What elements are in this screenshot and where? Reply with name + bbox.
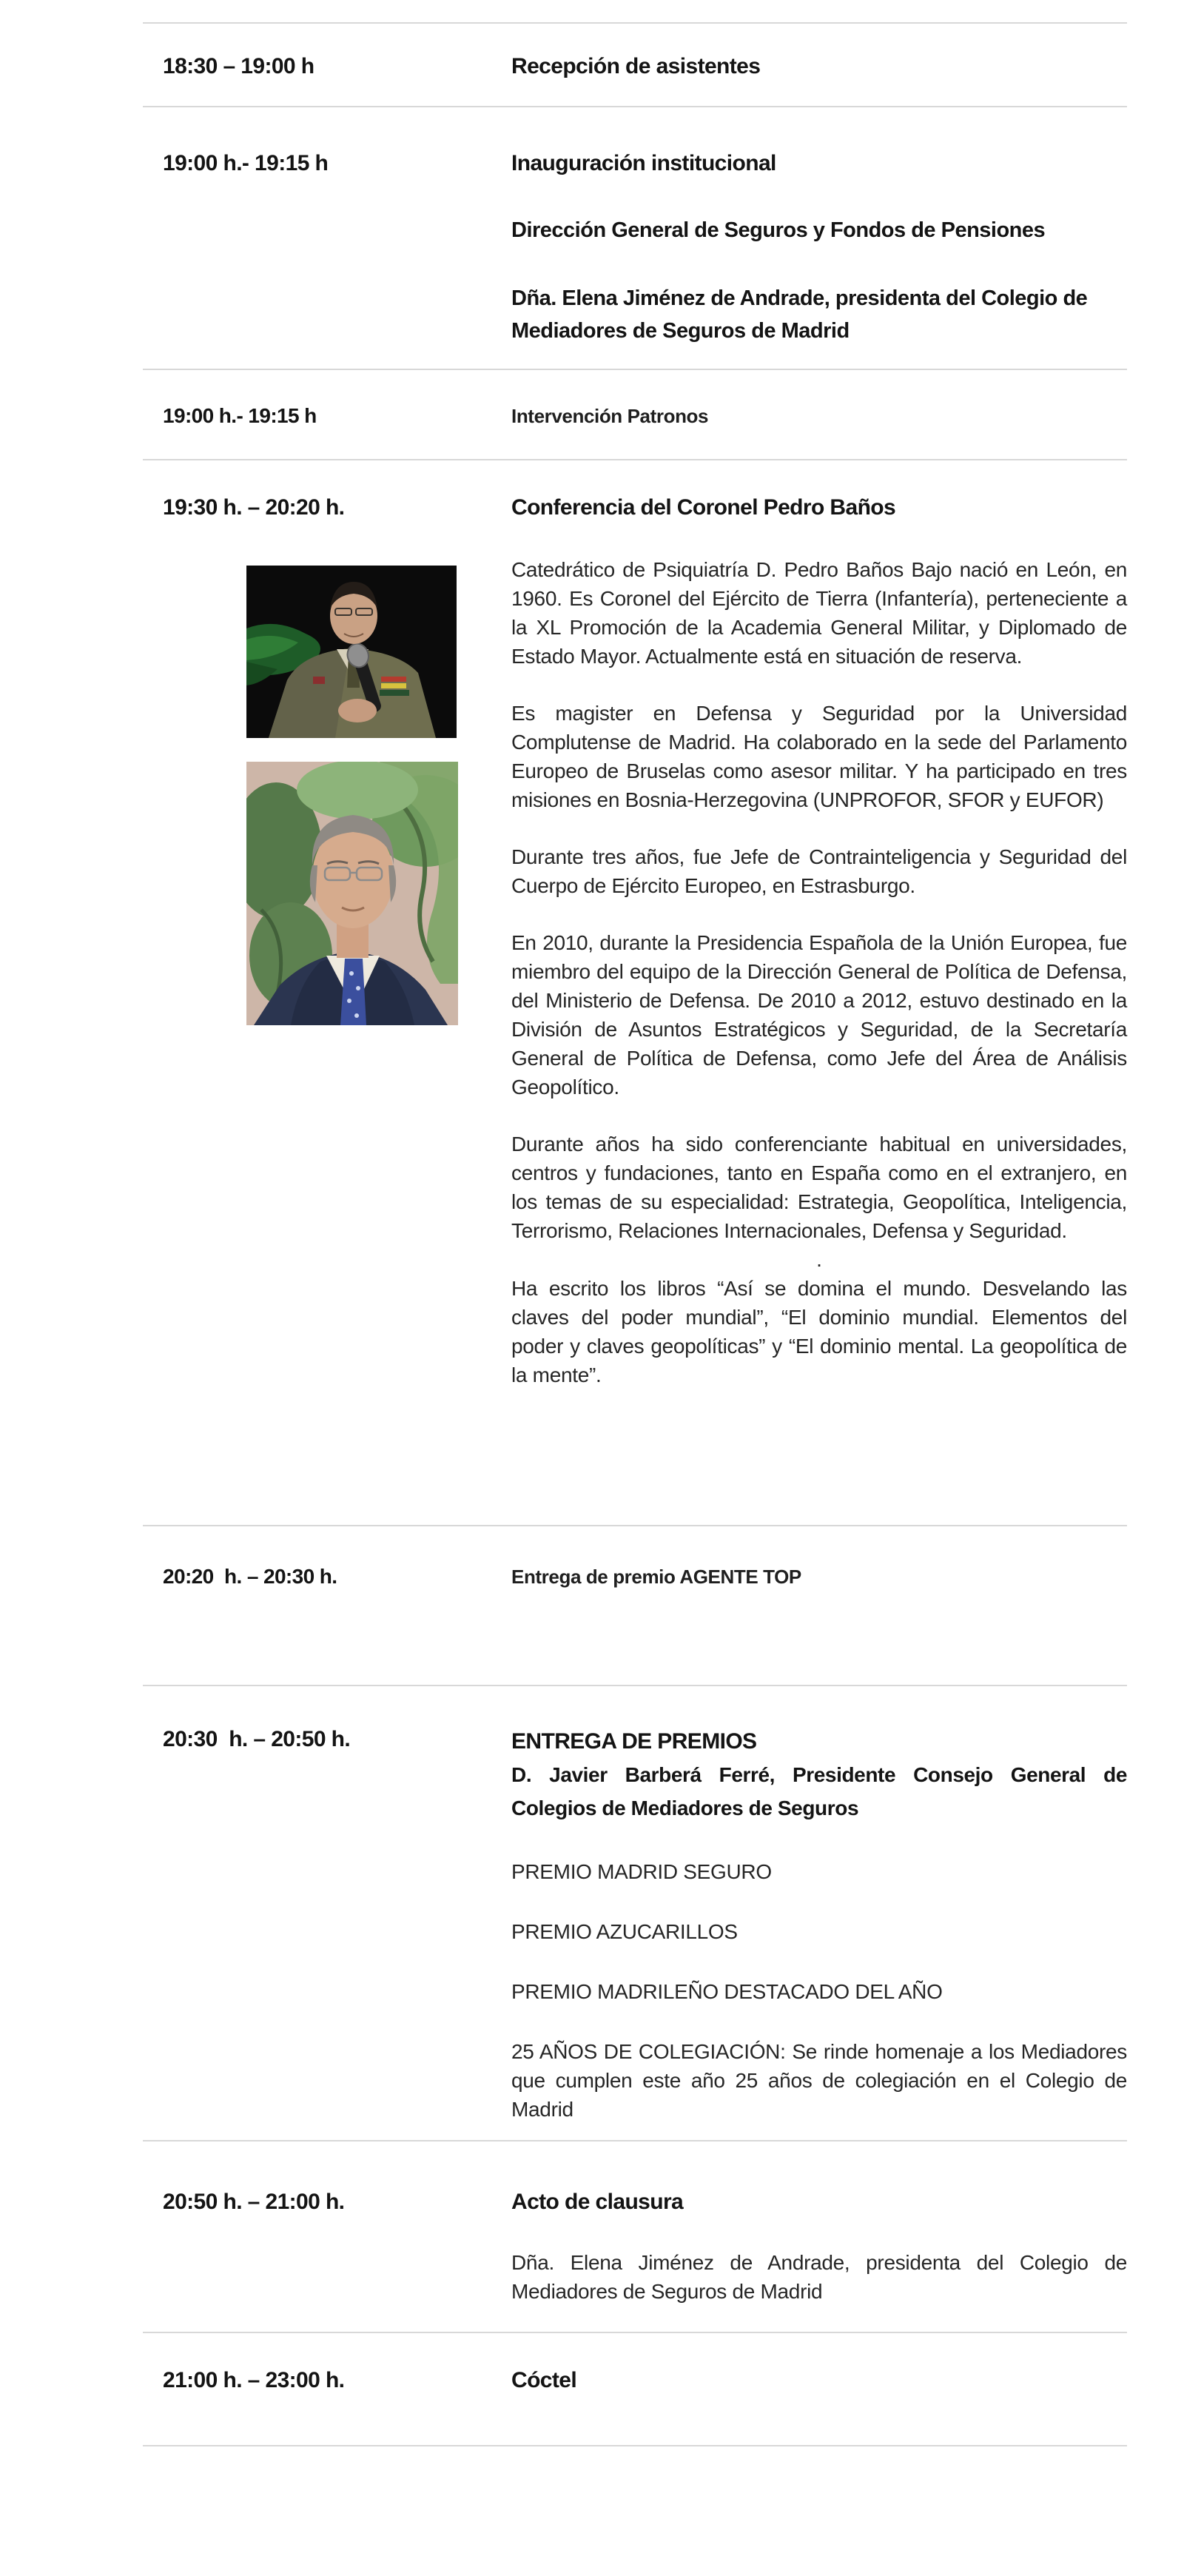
time-range: 18:30 – 19:00 h xyxy=(163,54,314,78)
content-column xyxy=(511,52,1127,106)
event-title: Cóctel xyxy=(511,2368,577,2392)
time-column xyxy=(143,149,511,369)
content-column xyxy=(511,2187,1127,2332)
separator-dot: . xyxy=(816,1248,822,1271)
time-range: 20:20 h. – 20:30 h. xyxy=(163,1565,337,1588)
time-range: 20:50 h. – 21:00 h. xyxy=(163,2190,345,2214)
event-title: Recepción de asistentes xyxy=(511,54,761,78)
content-column xyxy=(511,1725,1127,2140)
time-column xyxy=(143,52,511,106)
bio-paragraph: Catedrático de Psiquiatría D. Pedro Baños Bajo nació en León, en 1960. Es Coronel del Ejército de Tierra (Infantería), perteneciente a la XL Promoción de la Academia General Militar, y Diplomado de Estado Mayor. Actualmente está en situación de reserva. xyxy=(511,558,1127,668)
time-column xyxy=(143,493,511,1525)
content-column xyxy=(511,1562,1127,1685)
schedule-row-intervencion xyxy=(143,370,1127,459)
bio-paragraph: Durante tres años, fue Jefe de Contrainteligencia y Seguridad del Cuerpo de Ejército Europeo, en Estrasburgo. xyxy=(511,845,1127,897)
time-column xyxy=(143,401,511,459)
event-title: ENTREGA DE PREMIOS xyxy=(511,1729,757,1754)
bio-paragraph: Es magister en Defensa y Seguridad por la Universidad Complutense de Madrid. Ha colaborado en la sede del Parlamento Europeo de Bruselas como asesor militar. Y ha participado en tres misiones en Bosnia-Herzegovina (UNPROFOR, SFOR y EUFOR) xyxy=(511,702,1127,811)
suit-portrait-graphic xyxy=(246,762,458,1025)
event-subtitle: Dña. Elena Jiménez de Andrade, presidenta del Colegio de Mediadores de Seguros de Madrid xyxy=(511,286,1088,343)
schedule-row-conferencia xyxy=(143,460,1127,1525)
tribute-paragraph: 25 AÑOS DE COLEGIACIÓN: Se rinde homenaje a los Mediadores que cumplen este año 25 años de colegiación en el Colegio de Madrid xyxy=(511,2040,1127,2121)
award-item: PREMIO AZUCARILLOS xyxy=(511,1920,738,1943)
bio-paragraph: Ha escrito los libros “Así se domina el mundo. Desvelando las claves del poder mundial”, “El dominio mundial. Elementos del poder y claves geopolíticas” y “El dominio mental. La geopolítica de la mente”. xyxy=(511,1277,1127,1386)
event-title: Acto de clausura xyxy=(511,2190,684,2214)
event-title: Inauguración institucional xyxy=(511,151,776,175)
presenter-name: D. Javier Barberá Ferré, Presidente Consejo General de Colegios de Mediadores de Seguros xyxy=(511,1763,1127,1819)
schedule-row-recepcion xyxy=(143,24,1127,106)
bio-paragraph: Durante años ha sido conferenciante habitual en universidades, centros y fundaciones, tanto en España como en el extranjero, en los temas de su especialidad: Estrategia, Geopolítica, Inteligencia, Terrorismo, Relaciones Internacionales, Defensa y Seguridad. xyxy=(511,1133,1127,1242)
content-column xyxy=(511,2366,1127,2445)
content-column xyxy=(511,493,1127,1525)
event-subtitle: Dirección General de Seguros y Fondos de Pensiones xyxy=(511,218,1046,242)
content-column xyxy=(511,401,1127,459)
time-range: 19:00 h.- 19:15 h xyxy=(163,151,329,175)
bio-paragraph: En 2010, durante la Presidencia Española de la Unión Europea, fue miembro del equipo de la Dirección General de Política de Defensa, del Ministerio de Defensa. De 2010 a 2012, estuvo destinado en la División de Asuntos Estratégicos y Seguridad, de la Secretaría General de Política de Defensa, como Jefe del Área de Análisis Geopolítico. xyxy=(511,931,1127,1099)
photo-coronel-banos-uniforme xyxy=(246,566,457,738)
schedule-row-entrega-premios xyxy=(143,1686,1127,2140)
event-title: Conferencia del Coronel Pedro Baños xyxy=(511,495,896,520)
time-range: 20:30 h. – 20:50 h. xyxy=(163,1727,351,1751)
schedule-row-coctel xyxy=(143,2333,1127,2445)
time-range: 19:00 h.- 19:15 h xyxy=(163,404,317,427)
time-range: 19:30 h. – 20:20 h. xyxy=(163,495,345,520)
event-detail: Dña. Elena Jiménez de Andrade, presidenta del Colegio de Mediadores de Seguros de Madrid xyxy=(511,2251,1127,2303)
bottom-margin xyxy=(143,2446,1127,2552)
schedule-row-premio-agente-top xyxy=(143,1526,1127,1685)
award-item: PREMIO MADRID SEGURO xyxy=(511,1860,772,1883)
event-program-page xyxy=(0,22,1184,2576)
schedule-row-clausura xyxy=(143,2141,1127,2332)
time-column xyxy=(143,2366,511,2445)
content-column xyxy=(511,149,1127,369)
military-portrait-graphic xyxy=(246,566,457,738)
time-column xyxy=(143,1562,511,1685)
photo-pedro-banos-retrato xyxy=(246,762,458,1025)
time-range: 21:00 h. – 23:00 h. xyxy=(163,2368,345,2392)
schedule xyxy=(143,22,1127,2552)
award-item: PREMIO MADRILEÑO DESTACADO DEL AÑO xyxy=(511,1980,943,2003)
event-title: Entrega de premio AGENTE TOP xyxy=(511,1566,801,1588)
time-column xyxy=(143,2187,511,2332)
event-title: Intervención Patronos xyxy=(511,405,709,427)
time-column xyxy=(143,1725,511,2140)
schedule-row-inauguracion xyxy=(143,107,1127,369)
